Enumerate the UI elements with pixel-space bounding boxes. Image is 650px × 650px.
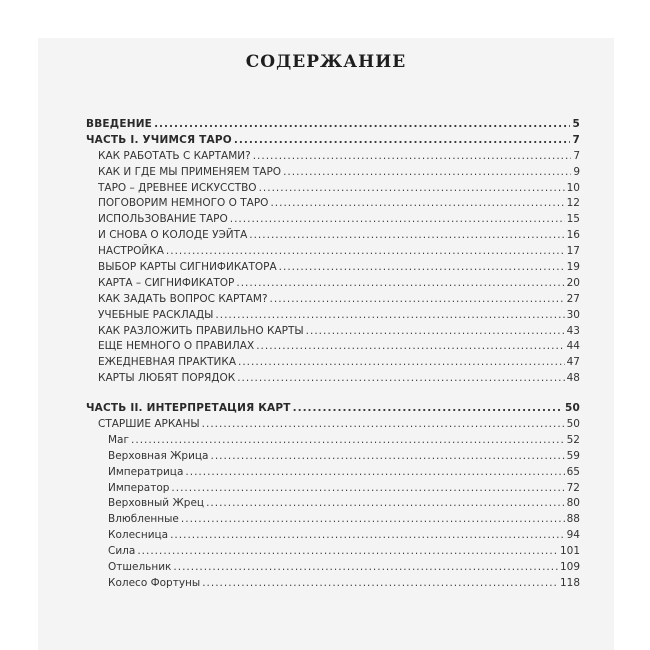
toc-entry-label: Колесница (108, 529, 169, 542)
toc-entry-label: ИСПОЛЬЗОВАНИЕ ТАРО (98, 213, 228, 226)
toc-page-number: 9 (573, 165, 580, 178)
toc-entry-label: ПОГОВОРИМ НЕМНОГО О ТАРО (98, 197, 269, 210)
dot-leader (253, 150, 572, 162)
toc-page-number: 65 (566, 465, 580, 478)
toc-page-number: 10 (566, 181, 580, 194)
toc-entry[interactable] (86, 309, 580, 325)
toc-entry-label: Верховная Жрица (108, 449, 209, 462)
toc-entry-label: ВЫБОР КАРТЫ СИГНИФИКАТОРА (98, 261, 277, 274)
toc-entry-label: КАК ЗАДАТЬ ВОПРОС КАРТАМ? (98, 292, 268, 305)
toc-entry[interactable] (86, 182, 580, 198)
toc-entry[interactable] (86, 293, 580, 309)
toc-entry-label: Колесо Фортуны (108, 576, 201, 589)
dot-leader (283, 166, 571, 178)
toc-page-number: 30 (566, 308, 580, 321)
toc-entry[interactable] (86, 434, 580, 450)
toc-entry-label: СТАРШИЕ АРКАНЫ (98, 418, 200, 431)
dot-leader (256, 340, 564, 352)
toc-entry[interactable] (86, 418, 580, 434)
toc-gap (86, 388, 580, 402)
toc-page-number: 43 (566, 324, 580, 337)
dot-leader (306, 325, 565, 337)
toc-page-number: 5 (572, 118, 580, 130)
dot-leader (206, 497, 565, 509)
dot-leader (202, 577, 558, 589)
toc-page-number: 101 (559, 545, 580, 558)
toc-page-number: 80 (566, 497, 580, 510)
toc-entry[interactable] (86, 166, 580, 182)
toc-entry-label: ЧАСТЬ II. ИНТЕРПРЕТАЦИЯ КАРТ (86, 402, 291, 415)
toc-entry-label: КАРТА – СИГНИФИКАТОР (98, 276, 235, 289)
toc-entry[interactable] (86, 529, 580, 545)
toc-entry-label: ЕЖЕДНЕВНАЯ ПРАКТИКА (98, 356, 236, 369)
toc-entry[interactable] (86, 577, 580, 593)
page-title: СОДЕРЖАНИЕ (245, 52, 407, 72)
toc-entry[interactable] (86, 118, 580, 134)
toc-entry[interactable] (86, 134, 580, 150)
dot-leader (173, 561, 558, 573)
toc-page-number: 48 (566, 372, 580, 385)
toc-entry-label: КАК И ГДЕ МЫ ПРИМЕНЯЕМ ТАРО (98, 165, 282, 178)
dot-leader (215, 309, 564, 321)
toc-entry[interactable] (86, 229, 580, 245)
toc-entry-label: Сила (108, 545, 136, 558)
toc-entry[interactable] (86, 197, 580, 213)
toc-page-number: 94 (566, 529, 580, 542)
dot-leader (230, 213, 565, 225)
toc-entry[interactable] (86, 561, 580, 577)
toc-page-number: 27 (566, 292, 580, 305)
toc-page-number: 15 (566, 213, 580, 226)
toc-entry-label: Императрица (108, 465, 184, 478)
toc-page-number: 50 (566, 418, 580, 431)
toc-entry[interactable] (86, 482, 580, 498)
toc-entry-label: Император (108, 481, 170, 494)
dot-leader (238, 356, 565, 368)
dot-leader (202, 418, 565, 430)
dot-leader (234, 134, 571, 146)
toc-entry-label: КАРТЫ ЛЮБЯТ ПОРЯДОК (98, 372, 236, 385)
toc-entry-label: Отшельник (108, 561, 172, 574)
toc-page-number: 47 (566, 356, 580, 369)
toc-entry[interactable] (86, 372, 580, 388)
toc-entry[interactable] (86, 402, 580, 418)
toc-page-number: 12 (566, 197, 580, 210)
toc-entry-label: УЧЕБНЫЕ РАСКЛАДЫ (98, 308, 214, 321)
toc-entry[interactable] (86, 513, 580, 529)
dot-leader (270, 197, 564, 209)
toc-entry[interactable] (86, 245, 580, 261)
toc-page-number: 20 (566, 276, 580, 289)
dot-leader (170, 529, 565, 541)
toc-entry-label: НАСТРОЙКА (98, 245, 164, 258)
toc-page-number: 118 (559, 576, 580, 589)
toc-entry-label: Маг (108, 433, 130, 446)
dot-leader (185, 466, 564, 478)
dot-leader (181, 513, 565, 525)
toc-page-number: 7 (573, 149, 580, 162)
toc-entry[interactable] (86, 277, 580, 293)
dot-leader (236, 277, 564, 289)
toc-entry[interactable] (86, 325, 580, 341)
dot-leader (131, 434, 565, 446)
book-page (38, 38, 614, 650)
toc-page-number: 109 (559, 561, 580, 574)
toc-part-2 (86, 402, 580, 593)
toc-page-number: 59 (566, 449, 580, 462)
toc-entry[interactable] (86, 450, 580, 466)
toc-page-number: 44 (566, 340, 580, 353)
toc-entry-label: КАК РАБОТАТЬ С КАРТАМИ? (98, 149, 251, 162)
toc-entry-label: И СНОВА О КОЛОДЕ УЭЙТА (98, 229, 248, 242)
toc-entry-label: ТАРО – ДРЕВНЕЕ ИСКУССТВО (98, 181, 257, 194)
dot-leader (270, 293, 565, 305)
toc-entry-label: ЕЩЕ НЕМНОГО О ПРАВИЛАХ (98, 340, 255, 353)
table-of-contents (86, 118, 580, 593)
toc-page-number: 7 (572, 133, 580, 146)
dot-leader (211, 450, 565, 462)
toc-entry-label: Верховный Жрец (108, 497, 205, 510)
dot-leader (237, 372, 564, 384)
toc-page-number: 72 (566, 481, 580, 494)
dot-leader (249, 229, 564, 241)
toc-entry[interactable] (86, 261, 580, 277)
toc-page-number: 16 (566, 229, 580, 242)
toc-entry[interactable] (86, 466, 580, 482)
dot-leader (171, 482, 564, 494)
dot-leader (293, 402, 563, 414)
toc-entry[interactable] (86, 356, 580, 372)
toc-entry[interactable] (86, 545, 580, 561)
toc-entry[interactable] (86, 150, 580, 166)
toc-entry-label: Влюбленные (108, 513, 179, 526)
toc-page-number: 19 (566, 261, 580, 274)
toc-page-number: 50 (564, 402, 580, 415)
toc-part-1 (86, 118, 580, 388)
toc-entry-label: КАК РАЗЛОЖИТЬ ПРАВИЛЬНО КАРТЫ (98, 324, 304, 337)
toc-page-number: 17 (566, 245, 580, 258)
toc-entry-label: ЧАСТЬ I. УЧИМСЯ ТАРО (86, 133, 232, 146)
toc-entry[interactable] (86, 497, 580, 513)
dot-leader (279, 261, 565, 273)
toc-entry[interactable] (86, 213, 580, 229)
toc-entry-label: ВВЕДЕНИЕ (86, 118, 153, 130)
toc-entry[interactable] (86, 340, 580, 356)
dot-leader (259, 182, 565, 194)
toc-page-number: 88 (566, 513, 580, 526)
dot-leader (154, 118, 570, 130)
dot-leader (137, 545, 558, 557)
dot-leader (166, 245, 565, 257)
toc-page-number: 52 (566, 433, 580, 446)
